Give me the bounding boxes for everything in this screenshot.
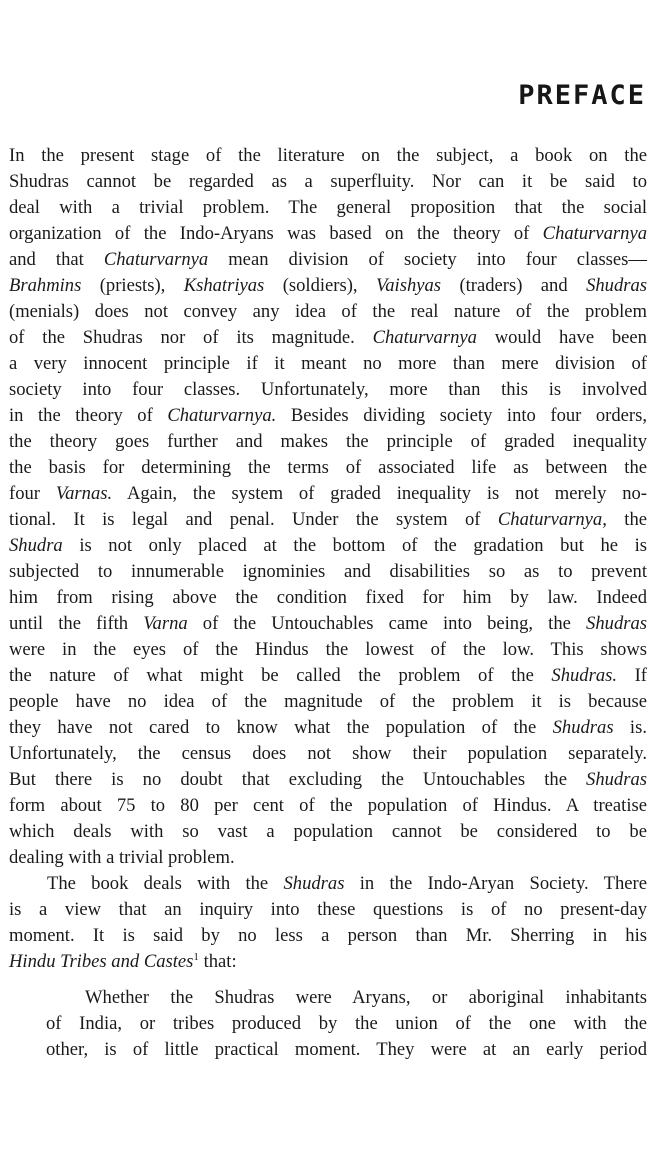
text-run: were in the eyes of the Hindus the lowest of the low. This shows bbox=[9, 639, 647, 660]
text-line bbox=[9, 403, 647, 429]
text-run: the nature of what might be called the problem of the bbox=[9, 665, 552, 686]
page-heading: PREFACE bbox=[518, 80, 646, 111]
text-line bbox=[9, 949, 647, 975]
italic-text: Shudras bbox=[586, 769, 647, 790]
text-run: Unfortunately, the census does not show their population separately. bbox=[9, 743, 647, 764]
text-run: deal with a trivial problem. The general proposition that the social bbox=[9, 197, 647, 218]
italic-text: Kshatriyas bbox=[183, 275, 265, 296]
italic-text: Chaturvarnya bbox=[372, 327, 477, 348]
text-run: people have no idea of the magnitude of the problem it is because bbox=[9, 691, 647, 712]
text-run: mean division of society into four classes— bbox=[208, 249, 648, 270]
text-run: But there is no doubt that excluding the Untouchables the bbox=[9, 769, 587, 790]
text-line bbox=[9, 663, 647, 689]
text-run: form about 75 to 80 per cent of the population of Hindus. A treatise bbox=[9, 795, 647, 816]
italic-text: Shudras bbox=[586, 613, 648, 634]
text-run: the bbox=[606, 509, 647, 530]
text-line bbox=[9, 481, 647, 507]
text-run: of the Shudras nor of its magnitude. bbox=[9, 327, 373, 348]
italic-text: Chaturvarnya, bbox=[497, 509, 607, 530]
text-run: tional. It is legal and penal. Under the system of bbox=[9, 509, 498, 530]
text-line bbox=[9, 585, 647, 611]
text-line bbox=[9, 507, 647, 533]
paragraph-2 bbox=[9, 871, 647, 975]
text-line bbox=[9, 985, 647, 1011]
italic-text: Vaishyas bbox=[375, 275, 442, 296]
text-run: (priests), bbox=[81, 275, 184, 296]
text-run: until the fifth bbox=[9, 613, 144, 634]
text-line bbox=[9, 169, 647, 195]
text-run: dealing with a trivial problem. bbox=[9, 847, 235, 868]
italic-text: Varnas. bbox=[55, 483, 113, 504]
text-run: of the Untouchables came into being, the bbox=[187, 613, 587, 634]
text-run: society into four classes. Unfortunately, more than this is involved bbox=[9, 379, 647, 400]
text-run: four bbox=[9, 483, 56, 504]
text-line bbox=[9, 897, 647, 923]
text-run: him from rising above the condition fixed for him by law. Indeed bbox=[9, 587, 647, 608]
text-line bbox=[9, 247, 647, 273]
text-line bbox=[9, 611, 647, 637]
italic-text: Chaturvarnya bbox=[542, 223, 647, 244]
text-run: is a view that an inquiry into these questions is of no present-day bbox=[9, 899, 647, 920]
paragraph-1 bbox=[9, 143, 647, 871]
text-run: they have not cared to know what the population of the bbox=[9, 717, 553, 738]
text-line bbox=[9, 299, 647, 325]
italic-text: Shudras bbox=[283, 873, 345, 894]
text-run: would have been bbox=[476, 327, 647, 348]
italic-text: Shudra bbox=[9, 535, 63, 556]
text-run: that: bbox=[198, 951, 237, 972]
text-line bbox=[9, 559, 647, 585]
text-run: The book deals with the bbox=[47, 873, 284, 894]
text-line bbox=[9, 455, 647, 481]
italic-text: Hindu Tribes and Castes bbox=[9, 951, 194, 972]
text-run: in the theory of bbox=[9, 405, 168, 426]
text-run: moment. It is said by no less a person than Mr. Sherring in his bbox=[9, 925, 647, 946]
text-line bbox=[9, 221, 647, 247]
text-line bbox=[9, 871, 647, 897]
text-run: Shudras cannot be regarded as a superfluity. Nor can it be said to bbox=[9, 171, 647, 192]
text-run: (menials) does not convey any idea of the real nature of the problem bbox=[9, 301, 647, 322]
italic-text: Chaturvarnya bbox=[103, 249, 209, 270]
text-run: subjected to innumerable ignominies and disabilities so as to prevent bbox=[9, 561, 647, 582]
italic-text: Chaturvarnya. bbox=[167, 405, 277, 426]
text-line bbox=[9, 1011, 647, 1037]
text-line bbox=[9, 377, 647, 403]
text-line bbox=[9, 793, 647, 819]
text-line bbox=[9, 845, 647, 871]
text-line bbox=[9, 429, 647, 455]
text-run: which deals with so vast a population cannot be considered to be bbox=[9, 821, 647, 842]
text-run: (traders) and bbox=[441, 275, 587, 296]
text-run: If bbox=[617, 665, 647, 686]
text-line bbox=[9, 819, 647, 845]
text-run: a very innocent principle if it meant no more than mere division of bbox=[9, 353, 647, 374]
text-run: the theory goes further and makes the principle of graded inequality bbox=[9, 431, 647, 452]
text-run: Again, the system of graded inequality is not merely no- bbox=[112, 483, 647, 504]
text-run: and that bbox=[9, 249, 104, 270]
text-run: In the present stage of the literature on the subject, a book on the bbox=[9, 145, 647, 166]
italic-text: Shudras bbox=[586, 275, 648, 296]
text-line bbox=[9, 325, 647, 351]
footnote-marker: 1 bbox=[193, 950, 199, 963]
text-line bbox=[9, 767, 647, 793]
text-run: (soldiers), bbox=[264, 275, 376, 296]
text-line bbox=[9, 351, 647, 377]
italic-text: Shudras bbox=[552, 717, 614, 738]
text-run: Whether the Shudras were Aryans, or aboriginal inhabitants bbox=[85, 987, 647, 1008]
text-line bbox=[9, 143, 647, 169]
text-line bbox=[9, 273, 647, 299]
text-run: organization of the Indo-Aryans was based on the theory of bbox=[9, 223, 543, 244]
body-text bbox=[9, 143, 647, 1063]
text-run: the basis for determining the terms of associated life as between the bbox=[9, 457, 647, 478]
text-run: other, is of little practical moment. They were at an early period bbox=[46, 1039, 647, 1060]
italic-text: Brahmins bbox=[9, 275, 82, 296]
text-line bbox=[9, 689, 647, 715]
italic-text: Shudras. bbox=[551, 665, 618, 686]
text-run: in the Indo-Aryan Society. There bbox=[344, 873, 647, 894]
text-run: is. bbox=[613, 717, 647, 738]
text-line bbox=[9, 195, 647, 221]
text-line bbox=[9, 741, 647, 767]
text-run: is not only placed at the bottom of the gradation but he is bbox=[62, 535, 647, 556]
text-line bbox=[9, 1037, 647, 1063]
text-run: Besides dividing society into four orders, bbox=[276, 405, 648, 426]
text-line bbox=[9, 533, 647, 559]
text-line bbox=[9, 923, 647, 949]
italic-text: Varna bbox=[143, 613, 188, 634]
text-line bbox=[9, 715, 647, 741]
block-quote bbox=[9, 985, 647, 1063]
text-run: of India, or tribes produced by the union of the one with the bbox=[46, 1013, 647, 1034]
text-line bbox=[9, 637, 647, 663]
